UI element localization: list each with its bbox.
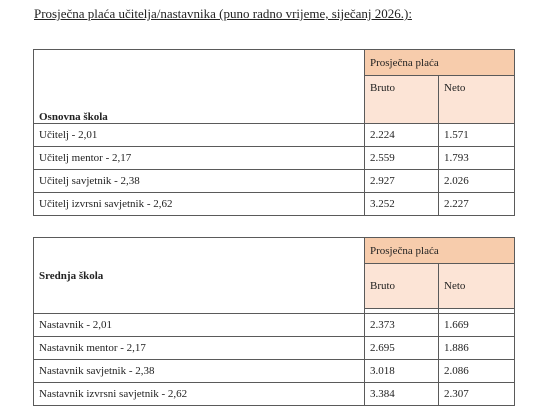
neto-value: 2.086 <box>439 360 515 383</box>
row-label: Nastavnik - 2,01 <box>34 314 365 337</box>
table-row <box>34 170 515 193</box>
neto-value: 2.227 <box>439 193 515 216</box>
secondary-school-salary-table <box>33 237 515 406</box>
row-label: Nastavnik savjetnik - 2,38 <box>34 360 365 383</box>
primary-school-salary-table <box>33 49 515 216</box>
group-heading: Prosječna plaća <box>365 238 515 264</box>
neto-value: 1.571 <box>439 124 515 147</box>
neto-value: 2.026 <box>439 170 515 193</box>
row-label: Učitelj - 2,01 <box>34 124 365 147</box>
row-label: Nastavnik izvrsni savjetnik - 2,62 <box>34 383 365 406</box>
column-header-neto: Neto <box>439 264 515 309</box>
bruto-value: 2.224 <box>365 124 439 147</box>
row-label: Učitelj izvrsni savjetnik - 2,62 <box>34 193 365 216</box>
group-heading: Prosječna plaća <box>365 50 515 76</box>
bruto-value: 2.695 <box>365 337 439 360</box>
table-header-row <box>34 238 515 264</box>
table-header-row <box>34 50 515 76</box>
table-row <box>34 360 515 383</box>
neto-value: 1.886 <box>439 337 515 360</box>
row-label: Učitelj mentor - 2,17 <box>34 147 365 170</box>
neto-value: 2.307 <box>439 383 515 406</box>
bruto-value: 2.373 <box>365 314 439 337</box>
table-row <box>34 147 515 170</box>
column-header-bruto: Bruto <box>365 76 439 124</box>
table-row <box>34 193 515 216</box>
neto-value: 1.669 <box>439 314 515 337</box>
table-row <box>34 124 515 147</box>
table-row <box>34 383 515 406</box>
section-heading: Srednja škola <box>34 238 365 314</box>
document-title: Prosječna plaća učitelja/nastavnika (puno radno vrijeme, siječanj 2026.): <box>34 6 412 21</box>
column-header-bruto: Bruto <box>365 264 439 309</box>
row-label: Učitelj savjetnik - 2,38 <box>34 170 365 193</box>
bruto-value: 3.384 <box>365 383 439 406</box>
bruto-value: 3.018 <box>365 360 439 383</box>
column-header-neto: Neto <box>439 76 515 124</box>
bruto-value: 2.559 <box>365 147 439 170</box>
row-label: Nastavnik mentor - 2,17 <box>34 337 365 360</box>
table-row <box>34 314 515 337</box>
neto-value: 1.793 <box>439 147 515 170</box>
bruto-value: 2.927 <box>365 170 439 193</box>
bruto-value: 3.252 <box>365 193 439 216</box>
section-heading: Osnovna škola <box>34 50 365 124</box>
table-row <box>34 337 515 360</box>
